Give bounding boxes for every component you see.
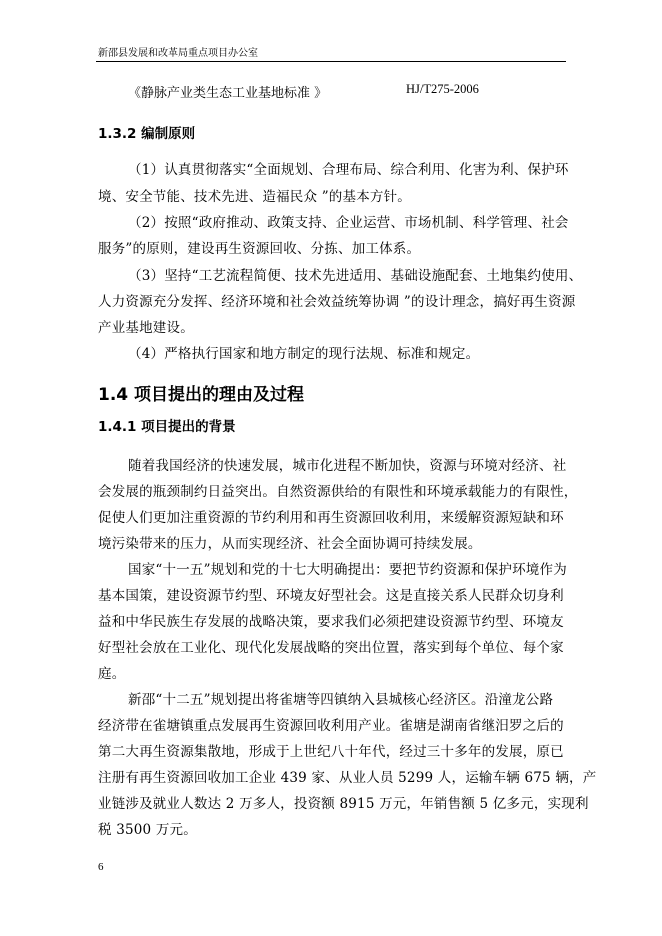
header-rule: [96, 61, 566, 62]
paragraph-line: 好型社会放在工业化、现代化发展战略的突出位置，落实到每个单位、每个家: [98, 640, 564, 656]
paragraph-line: 境、安全节能、技术先进、造福民众 ”的基本方针。: [98, 189, 411, 205]
paragraph-line: （3）坚持“工艺流程简便、技术先进适用、基础设施配套、土地集约使用、: [128, 268, 583, 284]
paragraph-line: 会发展的瓶颈制约日益突出。自然资源供给的有限性和环境承载能力的有限性，: [98, 484, 578, 500]
page-number: 6: [98, 861, 104, 873]
paragraph-line: 第二大再生资源集散地，形成于上世纪八十年代，经过三十多年的发展，原已: [98, 744, 564, 760]
standard-code: HJ/T275-2006: [406, 82, 479, 96]
section-heading-1-3-2: 1.3.2 编制原则: [98, 126, 196, 142]
standard-name: 《静脉产业类生态工业基地标准 》: [128, 86, 328, 101]
paragraph-line: 新邵“十二五”规划提出将雀塘等四镇纳入县城核心经济区。沿潼龙公路: [128, 692, 554, 708]
paragraph-line: （1）认真贯彻落实“全面规划、合理布局、综合利用、化害为利、保护环: [128, 162, 569, 178]
standard-reference: [128, 82, 568, 101]
paragraph-line: 庭。: [98, 666, 126, 682]
paragraph-line: 人力资源充分发挥、经济环境和社会效益统筹协调 ”的设计理念，搞好再生资源: [98, 294, 576, 310]
paragraph-line: 境污染带来的压力，从而实现经济、社会全面协调可持续发展。: [98, 536, 482, 552]
paragraph-line: 国家“十一五”规划和党的十七大明确提出：要把节约资源和保护环境作为: [128, 562, 567, 578]
paragraph-line: 税 3500 万元。: [98, 822, 197, 838]
paragraph-line: 基本国策，建设资源节约型、环境友好型社会。这是直接关系人民群众切身利: [98, 588, 564, 604]
section-heading-1-4-1: 1.4.1 项目提出的背景: [98, 419, 236, 435]
paragraph-line: 经济带在雀塘镇重点发展再生资源回收利用产业。雀塘是湖南省继汨罗之后的: [98, 718, 564, 734]
paragraph-line: 服务”的原则，建设再生资源回收、分拣、加工体系。: [98, 241, 421, 257]
paragraph-line: 注册有再生资源回收加工企业 439 家、从业人员 5299 人，运输车辆 675 辆，产: [98, 770, 597, 786]
section-heading-1-4: 1.4 项目提出的理由及过程: [98, 385, 305, 405]
paragraph-line: 产业基地建设。: [98, 320, 194, 336]
paragraph-line: 促使人们更加注重资源的节约利用和再生资源回收利用，来缓解资源短缺和环: [98, 510, 564, 526]
paragraph-line: （2）按照“政府推动、政策支持、企业运营、市场机制、科学管理、社会: [128, 215, 569, 231]
paragraph-line: 随着我国经济的快速发展，城市化进程不断加快，资源与环境对经济、社: [128, 458, 567, 474]
page-header: 新邵县发展和改革局重点项目办公室: [98, 48, 258, 59]
paragraph-line: 益和中华民族生存发展的战略决策，要求我们必须把建设资源节约型、环境友: [98, 614, 564, 630]
paragraph-line: （4）严格执行国家和地方制定的现行法规、标准和规定。: [128, 346, 480, 362]
paragraph-line: 业链涉及就业人数达 2 万多人，投资额 8915 万元，年销售额 5 亿多元，实现利: [98, 796, 589, 812]
